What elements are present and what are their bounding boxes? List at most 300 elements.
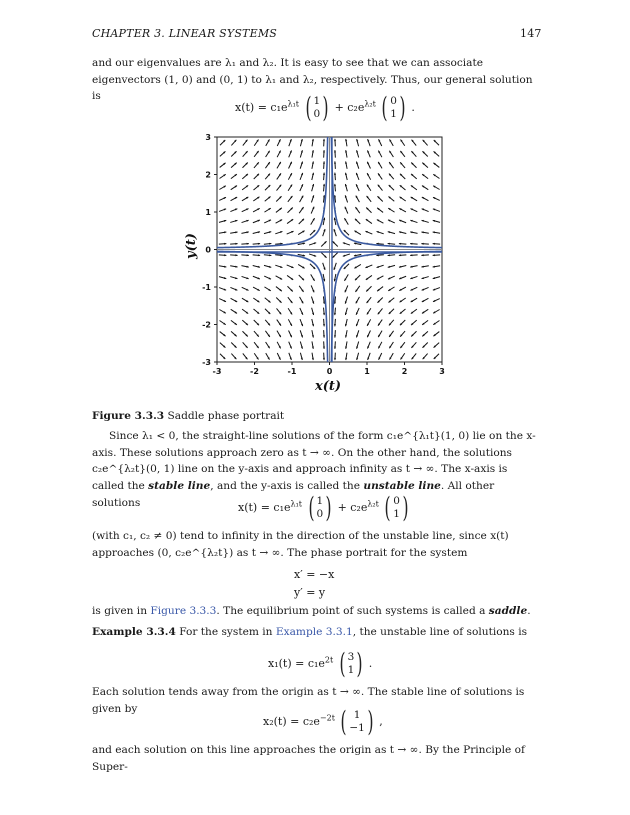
field-arrow: [266, 151, 270, 157]
general-solution-equation: [235, 91, 415, 124]
field-arrow: [400, 342, 405, 348]
field-arrow: [399, 231, 406, 233]
vector-2: ( 0 1 ): [384, 491, 409, 524]
field-arrow: [433, 277, 440, 279]
figure-caption: [92, 408, 538, 425]
field-arrow: [422, 309, 428, 313]
field-arrow: [399, 220, 406, 223]
field-arrow: [422, 220, 429, 223]
field-arrow: [219, 266, 226, 268]
field-arrow: [345, 341, 347, 348]
field-arrow: [388, 254, 395, 256]
field-arrow: [410, 287, 417, 290]
field-arrow: [334, 319, 336, 326]
x-tick-label: 0: [326, 367, 333, 376]
field-arrow: [243, 151, 248, 157]
paragraph-text: For the system in: [179, 626, 273, 638]
field-arrow: [231, 354, 236, 360]
field-arrow: [411, 298, 417, 302]
field-arrow: [433, 197, 440, 200]
field-arrow: [219, 220, 226, 222]
field-arrow: [356, 353, 358, 360]
field-arrow: [312, 161, 314, 168]
field-arrow: [277, 151, 281, 158]
field-arrow: [422, 186, 428, 190]
field-arrow: [266, 353, 270, 359]
field-arrow: [300, 184, 303, 191]
field-arrow: [309, 242, 316, 245]
field-arrow: [265, 309, 270, 314]
field-arrow: [433, 174, 439, 178]
field-arrow: [230, 209, 237, 212]
field-arrow: [345, 150, 347, 157]
field-arrow: [345, 195, 348, 202]
field-arrow: [231, 186, 237, 190]
field-arrow: [334, 330, 336, 337]
field-arrow: [365, 265, 372, 268]
field-arrow: [356, 342, 359, 349]
field-arrow: [220, 343, 226, 348]
field-arrow: [411, 320, 417, 325]
field-arrow: [422, 163, 428, 168]
field-arrow: [423, 354, 428, 360]
field-arrow: [400, 197, 406, 201]
field-arrow: [433, 266, 440, 268]
eq-exp-1: λ₁t: [287, 99, 299, 109]
field-arrow: [254, 320, 259, 325]
field-arrow: [434, 354, 439, 359]
field-arrow: [410, 231, 417, 233]
paragraph-saddle: [92, 603, 538, 620]
field-arrow: [277, 173, 281, 179]
paragraph-text: . All other solutions: [92, 480, 495, 509]
eq-plus: + c₂e: [334, 101, 365, 114]
field-arrow: [254, 353, 258, 359]
field-arrow: [356, 330, 359, 337]
field-arrow: [323, 150, 325, 157]
field-arrow: [253, 276, 260, 279]
field-arrow: [323, 308, 325, 315]
stable-line-equation: [263, 705, 383, 738]
field-arrow: [312, 184, 314, 191]
field-arrow: [356, 150, 359, 157]
field-arrow: [421, 266, 428, 268]
field-arrow: [311, 195, 314, 202]
field-arrow: [356, 319, 359, 326]
field-arrow: [242, 320, 248, 325]
field-arrow: [323, 229, 326, 236]
field-arrow: [266, 139, 270, 145]
field-arrow: [377, 208, 383, 213]
field-arrow: [389, 139, 393, 145]
field-arrow: [378, 185, 383, 191]
field-arrow: [242, 331, 247, 336]
field-arrow: [388, 287, 394, 291]
field-arrow: [422, 287, 429, 290]
field-arrow: [400, 162, 405, 168]
field-arrow: [388, 298, 394, 303]
field-arrow: [334, 308, 336, 315]
field-arrow: [287, 231, 294, 234]
y-tick-label: -1: [202, 283, 211, 292]
field-arrow: [400, 185, 406, 190]
field-arrow: [277, 308, 282, 314]
field-arrow: [242, 162, 247, 167]
field-arrow: [231, 309, 237, 313]
field-arrow: [366, 207, 371, 212]
vec-entry: 3: [347, 651, 355, 663]
field-arrow: [289, 139, 292, 146]
field-arrow: [312, 150, 314, 157]
field-arrow: [253, 243, 260, 245]
field-arrow: [388, 197, 394, 202]
field-arrow: [367, 353, 370, 360]
field-arrow: [400, 298, 406, 302]
vec-entry: 0: [393, 495, 400, 507]
field-arrow: [389, 309, 394, 314]
field-arrow: [388, 208, 394, 212]
field-arrow: [241, 266, 248, 268]
field-arrow: [323, 139, 325, 146]
field-arrow: [332, 241, 337, 246]
field-arrow: [231, 197, 238, 201]
field-arrow: [311, 285, 314, 292]
eq-exp: −2t: [319, 713, 335, 723]
field-arrow: [253, 266, 260, 268]
stable-line-term: stable line: [148, 480, 211, 493]
field-arrow: [356, 173, 359, 180]
field-arrow: [311, 207, 314, 214]
eq-exp-2: λ₂t: [364, 99, 376, 109]
field-arrow: [254, 185, 260, 190]
field-arrow: [356, 184, 359, 191]
field-arrow: [276, 276, 283, 280]
field-arrow: [311, 274, 315, 280]
other-solutions-equation: [238, 491, 411, 524]
vector-1: ( 1 0 ): [304, 91, 329, 124]
example-label: Example 3.3.4: [92, 626, 176, 638]
field-arrow: [334, 139, 336, 146]
field-arrow: [300, 162, 303, 169]
field-arrow: [300, 342, 303, 349]
field-arrow: [433, 163, 439, 168]
field-arrow: [421, 231, 428, 233]
field-arrow: [220, 140, 225, 145]
field-arrow: [253, 220, 260, 223]
field-arrow: [323, 330, 325, 337]
field-arrow: [421, 243, 428, 245]
field-arrow: [265, 298, 271, 303]
field-arrow: [334, 173, 336, 180]
field-arrow: [345, 285, 348, 292]
field-arrow: [321, 241, 326, 246]
eq-exp-2: λ₂t: [367, 499, 379, 509]
field-arrow: [277, 320, 281, 326]
field-arrow: [379, 139, 382, 146]
field-arrow: [411, 151, 416, 157]
field-arrow: [422, 197, 429, 201]
field-arrow: [219, 209, 226, 212]
field-arrow: [434, 151, 440, 156]
field-arrow: [253, 208, 260, 212]
field-arrow: [287, 207, 292, 212]
field-arrow: [410, 254, 417, 256]
field-arrow: [411, 174, 417, 179]
paragraph-text: . The equilibrium point of such systems is called a: [216, 605, 486, 617]
field-arrow: [265, 320, 270, 326]
field-arrow: [265, 331, 269, 337]
field-arrow: [287, 286, 292, 291]
field-arrow: [243, 140, 248, 146]
eq-end: .: [411, 101, 415, 114]
field-arrow: [312, 319, 314, 326]
field-arrow: [345, 353, 347, 360]
field-arrow: [422, 209, 429, 212]
field-arrow: [378, 162, 382, 168]
field-arrow: [354, 231, 360, 235]
field-arrow: [377, 287, 383, 292]
field-arrow: [219, 186, 225, 190]
field-arrow: [254, 162, 259, 168]
field-arrow: [276, 297, 281, 302]
field-arrow: [220, 332, 226, 337]
field-arrow: [434, 140, 439, 145]
field-arrow: [312, 353, 314, 360]
field-arrow: [231, 163, 237, 168]
field-arrow: [265, 197, 271, 202]
field-arrow: [400, 151, 405, 157]
field-arrow: [287, 275, 293, 279]
vec-entry: 1: [390, 108, 397, 120]
field-arrow: [379, 353, 382, 360]
paragraph-text: Since λ₁ < 0, the straight-line solutions of the form c₁e^{λ₁t}(1, 0) lie on the x-axis. These solutions approach zero as t → ∞. On the other hand, the solutions c₂e^{λ₂t}(0, 1) line on the y-axis and approach infinity as t → ∞. The x-axis is called the: [92, 430, 536, 493]
field-arrow: [220, 321, 226, 325]
field-arrow: [265, 162, 269, 168]
field-arrow: [277, 331, 281, 337]
field-arrow: [367, 342, 370, 349]
field-arrow: [378, 320, 382, 326]
field-arrow: [433, 186, 439, 190]
field-arrow: [264, 208, 270, 212]
field-arrow: [343, 254, 350, 257]
field-arrow: [433, 231, 440, 233]
field-arrow: [299, 286, 303, 292]
field-arrow: [378, 342, 382, 349]
field-arrow: [377, 231, 384, 234]
vec-entry: 1: [313, 95, 321, 107]
y-tick-label: -3: [202, 358, 211, 367]
field-arrow: [230, 243, 237, 245]
field-arrow: [366, 286, 371, 291]
field-arrow: [275, 265, 282, 268]
field-arrow: [266, 342, 270, 348]
field-arrow: [367, 319, 371, 326]
field-arrow: [289, 353, 292, 360]
field-arrow: [309, 254, 316, 257]
field-arrow: [410, 266, 417, 268]
field-arrow: [421, 254, 428, 256]
field-arrow: [300, 196, 304, 203]
field-arrow: [377, 220, 384, 224]
field-arrow: [254, 331, 259, 337]
example-link[interactable]: Example 3.3.1: [275, 626, 353, 638]
field-arrow: [356, 139, 358, 146]
x-axis-label: x(t): [314, 379, 342, 394]
field-arrow: [389, 331, 393, 337]
field-arrow: [411, 309, 417, 313]
field-arrow: [399, 276, 406, 279]
field-arrow: [422, 151, 427, 156]
system-eq-1: x′ = −x: [294, 568, 335, 581]
field-arrow: [433, 220, 440, 222]
field-arrow: [334, 184, 336, 191]
y-tick-label: 2: [205, 170, 211, 180]
paragraph-text: (with c₁, c₂ ≠ 0) tend to infinity in the direction of the unstable line, since x(t) approaches (0, c₂e^{λ₂t}) as t → ∞. The phase portrait for the system: [92, 530, 509, 559]
field-arrow: [323, 173, 325, 180]
field-arrow: [356, 162, 359, 169]
field-arrow: [264, 276, 271, 279]
field-arrow: [300, 353, 302, 360]
paragraph-unstable-direction: [92, 528, 538, 561]
field-arrow: [389, 342, 393, 348]
vec-entry: 0: [316, 508, 324, 520]
field-arrow: [219, 231, 226, 233]
field-arrow: [332, 252, 337, 257]
field-arrow: [254, 174, 259, 179]
field-arrow: [355, 219, 360, 224]
field-arrow: [219, 254, 226, 256]
field-arrow: [242, 197, 248, 201]
field-arrow: [334, 150, 336, 157]
field-arrow: [433, 332, 439, 337]
field-arrow: [289, 330, 292, 337]
field-arrow: [433, 243, 440, 245]
field-arrow: [219, 197, 226, 200]
field-arrow: [253, 231, 260, 233]
field-arrow: [334, 341, 336, 348]
field-arrow: [345, 207, 348, 214]
figure-link[interactable]: Figure 3.3.3: [150, 605, 217, 617]
field-arrow: [220, 163, 226, 168]
eq-lhs: x₂(t) = c₂e: [263, 715, 320, 728]
field-arrow: [231, 140, 236, 146]
field-arrow: [323, 184, 325, 191]
field-arrow: [367, 297, 372, 303]
vector-1: ( 1 0 ): [307, 491, 332, 524]
field-arrow: [377, 276, 384, 280]
field-arrow: [422, 174, 428, 179]
field-arrow: [367, 330, 370, 337]
vector: ( 3 1 ): [339, 647, 363, 680]
field-arrow: [433, 321, 439, 325]
field-arrow: [367, 184, 371, 190]
field-arrow: [298, 231, 304, 235]
field-arrow: [276, 196, 281, 201]
y-axis-label: y(t): [184, 233, 199, 259]
field-arrow: [288, 173, 292, 180]
paragraph-text: , and the y-axis is called the: [210, 480, 361, 493]
field-arrow: [321, 252, 326, 257]
field-arrow: [356, 196, 360, 203]
field-arrow: [377, 196, 382, 201]
field-arrow: [367, 150, 370, 157]
field-arrow: [242, 276, 249, 279]
caption-text: Saddle phase portrait: [167, 410, 285, 422]
field-arrow: [389, 174, 394, 180]
eq-end: .: [368, 657, 373, 670]
field-arrow: [254, 140, 258, 146]
field-arrow: [345, 308, 347, 315]
field-arrow: [276, 220, 283, 224]
field-arrow: [354, 264, 360, 268]
field-arrow: [410, 220, 417, 223]
field-arrow: [289, 342, 292, 349]
field-arrow: [399, 208, 406, 212]
field-arrow: [355, 286, 359, 292]
field-arrow: [242, 287, 249, 290]
field-arrow: [388, 231, 395, 233]
field-arrow: [254, 342, 259, 348]
field-arrow: [410, 209, 417, 212]
field-arrow: [345, 319, 347, 326]
paragraph-text: and each solution on this line approaches the origin as t → ∞. By the Principle of Super-: [92, 744, 525, 773]
field-arrow: [367, 308, 371, 314]
field-arrow: [231, 342, 236, 347]
field-arrow: [323, 161, 325, 168]
x-tick-label: 3: [439, 367, 445, 376]
eq-plus: + c₂e: [337, 501, 368, 514]
field-arrow: [378, 151, 382, 158]
field-arrow: [400, 320, 405, 325]
example-3-3-4: [92, 624, 538, 641]
field-arrow: [399, 254, 406, 256]
saddle-phase-portrait: [180, 128, 460, 400]
field-arrow: [277, 353, 280, 360]
field-arrow: [422, 277, 429, 280]
field-arrow: [253, 287, 260, 291]
field-arrow: [243, 342, 248, 348]
field-arrow: [312, 139, 314, 146]
paragraph-text: Each solution tends away from the origin as t → ∞. The stable line of solutions is given by: [92, 686, 525, 715]
field-arrow: [265, 185, 270, 190]
chapter-header: CHAPTER 3. LINEAR SYSTEMS: [92, 27, 278, 40]
field-arrow: [231, 174, 237, 179]
x-tick-label: -3: [212, 367, 222, 376]
paragraph-text: is given in: [92, 605, 148, 617]
field-arrow: [401, 353, 405, 359]
field-arrow: [288, 184, 292, 190]
field-arrow: [433, 254, 440, 256]
field-arrow: [378, 308, 383, 314]
eq-lhs: x₁(t) = c₁e: [268, 657, 325, 670]
y-tick-label: 0: [205, 245, 211, 255]
field-arrow: [433, 288, 440, 291]
field-arrow: [288, 308, 292, 314]
y-tick-label: -2: [202, 320, 211, 330]
vector: ( 1 −1 ): [340, 705, 374, 738]
field-arrow: [219, 299, 226, 302]
field-arrow: [219, 288, 226, 291]
field-arrow: [389, 320, 394, 326]
field-arrow: [422, 298, 429, 302]
field-arrow: [411, 185, 417, 189]
field-arrow: [220, 354, 225, 359]
field-arrow: [289, 150, 292, 157]
field-arrow: [231, 151, 236, 156]
unstable-line-term: unstable line: [363, 480, 441, 493]
field-arrow: [388, 265, 395, 267]
field-arrow: [378, 173, 382, 179]
